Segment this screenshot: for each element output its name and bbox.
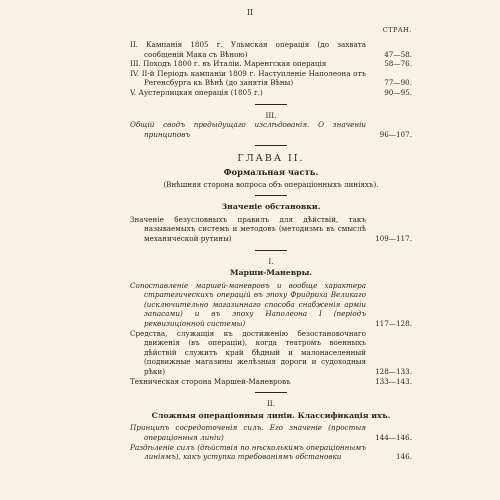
toc-entry-text: Общій сводъ предыдущаго изслѣдованія. О значеніи принциповъ [130,120,366,139]
toc-entry-text: II. Кампанія 1805 г. Ульмская операція (до захвата сообщеній Мака съ Вѣною) [130,40,366,59]
divider [255,250,287,251]
toc-entry [130,69,412,88]
divider [255,145,287,146]
toc-entry-pages: 144—146. [375,433,412,442]
toc-entry [130,443,412,462]
toc-entry-pages: 96—107. [379,129,412,139]
toc-entry-pages: 77—90. [384,78,412,88]
toc-entry-pages: 128—133. [375,367,412,377]
toc-entry-pages: 90—95. [384,87,412,97]
toc-entry-text: Сопоставленіе маршей-маневровъ и вообще характера стратегическихъ операцій въ эпоху Фридриха Великаго (исключительно магазиннаго способа снабженія арміи запасами) и въ эпоху Наполеона I (періодъ реквизиціонной системы) [130,280,366,329]
toc-entry-text: Значеніе безусловныхъ правилъ для дѣйствій, такъ называемыхъ системъ и методовъ (методизмъ въ смыслѣ механической рутины) [130,214,366,243]
toc-entry [130,40,412,59]
toc-entry-text: Раздѣленіе силъ (дѣйствія по нѣсколькимъ операціоннымъ линіямъ), какъ уступка требованіямъ обстановки [130,442,366,462]
toc-entry [130,215,412,244]
section-number: I. [268,256,274,266]
section-title: Марши-Маневры. [229,268,313,278]
toc-entry-text: V. Аустерлицкая операція (1805 г.) [130,87,263,97]
section-title: Сложныя операціонныя линіи. Классификація ихъ. [151,410,391,420]
toc-entry [130,377,412,387]
toc-entry [130,281,412,329]
toc-entry [130,120,412,139]
divider [255,392,287,393]
toc-entry-pages: 109—117. [375,233,412,243]
toc-entry-pages: 133—143. [375,376,412,386]
toc-entry-pages: 117—128. [375,319,412,329]
divider [255,195,287,196]
section-number: III. [265,110,277,120]
toc-entry-text: Принципъ сосредоточенія силъ. Его значеніе (простыя операціонныя линіи) [130,423,366,442]
toc-entry [130,59,412,69]
divider [255,104,287,105]
chapter-title: ГЛАВА II. [237,153,305,165]
toc-entry-text: III. Походъ 1800 г. въ Италіи. Маренгская операція [130,59,327,69]
toc-entry [130,329,412,377]
toc-entry [130,88,412,98]
toc-entry [130,423,412,442]
part-title: Формальная часть. [223,166,319,177]
page-number: II [246,8,254,17]
toc-entry-text: Средства, служащія къ достиженію безостановочнаго движенія (въ операціи), когда театромъ военныхъ дѣйствій служитъ край бѣдный и малонаселенный (подвижные магазины желѣзныя дороги и судоходныя рѣки) [130,328,366,377]
toc-entry-text: IV. II-й Періодъ кампаніи 1809 г. Наступленіе Наполеона отъ Регенсбурга къ Вѣнѣ (до занятія Вѣны) [130,68,366,88]
toc-entry-text: Техническая сторона Маршей-Маневровъ [130,376,291,386]
part-subtitle: (Внѣшняя сторона вопроса объ операціонныхъ линіяхъ). [163,179,379,189]
toc-entry-pages: 146. [395,452,412,462]
section-title: Значеніе обстановки. [221,202,321,212]
table-of-contents [130,40,412,462]
section-number: II. [266,399,276,409]
page-column-header: СТРАН. [382,26,412,34]
toc-entry-pages: 58—76. [384,59,412,69]
toc-entry-pages: 47—58. [384,49,412,59]
